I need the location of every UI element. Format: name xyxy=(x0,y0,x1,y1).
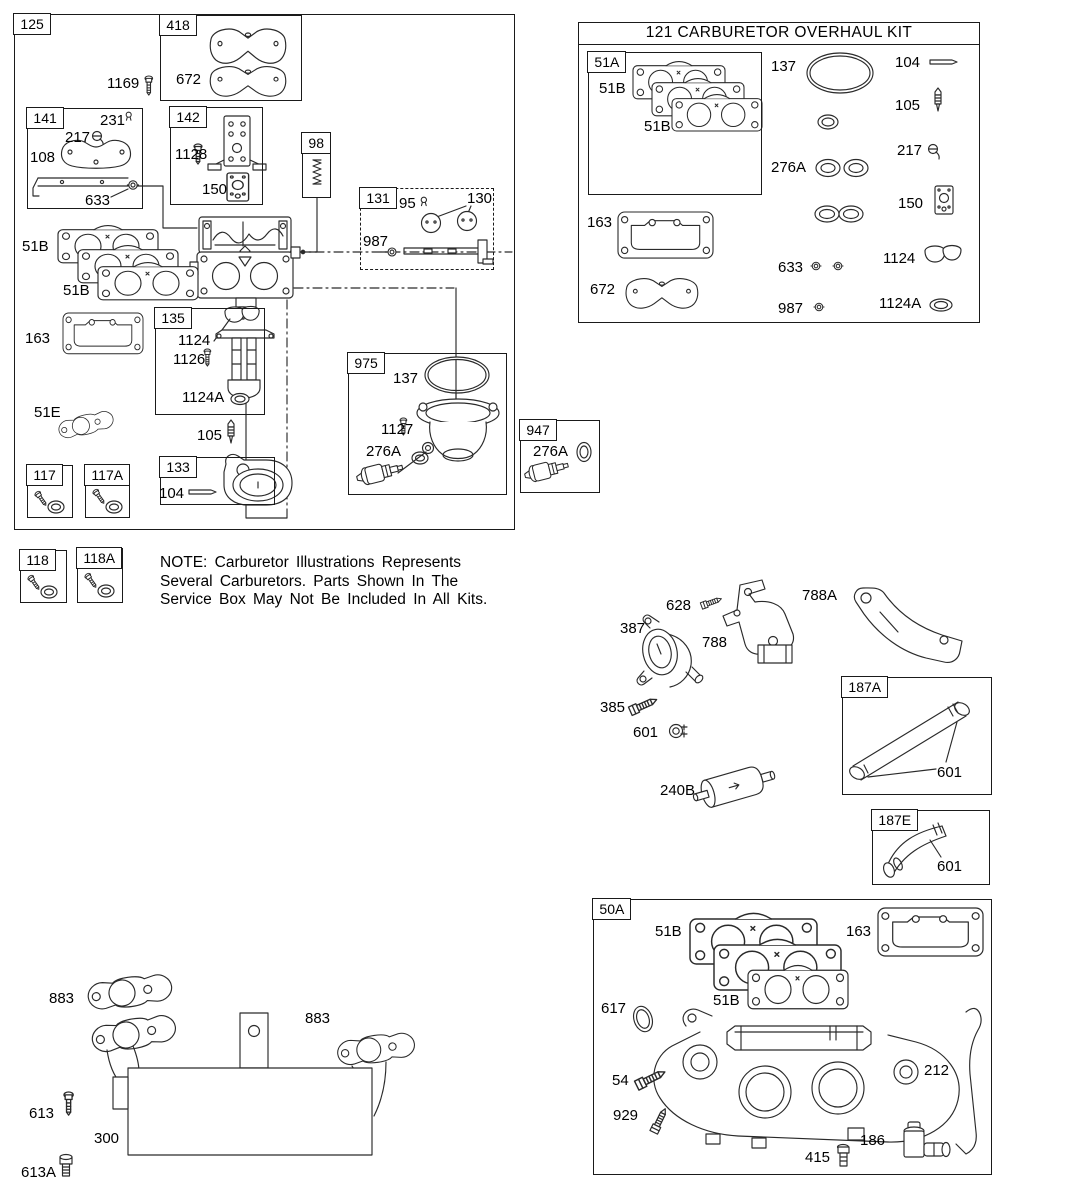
callout-box-118 xyxy=(20,550,67,603)
callout-box-117A xyxy=(85,465,130,518)
callout-box-117 xyxy=(27,465,73,518)
part-label-130: 130 xyxy=(467,190,493,207)
part-label-51B: 51B xyxy=(63,282,90,299)
part-label-1127: 1127 xyxy=(381,421,414,438)
part-label-1124A: 1124A xyxy=(182,389,225,406)
callout-box-975 xyxy=(348,353,507,495)
diagram-note xyxy=(160,554,506,610)
part-label-987: 987 xyxy=(778,300,804,317)
part-label-1126: 1126 xyxy=(173,351,206,368)
part-label-387: 387 xyxy=(620,620,646,637)
part-label-628: 628 xyxy=(666,597,692,614)
part-label-217: 217 xyxy=(897,142,923,159)
note-line: NOTE: Carburetor Illustrations Represents xyxy=(160,554,462,571)
part-label-163: 163 xyxy=(587,214,613,231)
part-label-415: 415 xyxy=(805,1149,831,1166)
screw-628-icon xyxy=(700,596,722,610)
part-label-929: 929 xyxy=(613,1107,639,1124)
part-label-163: 163 xyxy=(846,923,872,940)
part-label-51B: 51B xyxy=(713,992,740,1009)
part-label-51B: 51B xyxy=(655,923,682,940)
part-label-601: 601 xyxy=(937,858,963,875)
primer-387-icon xyxy=(637,615,704,687)
part-label-613A: 613A xyxy=(21,1164,57,1181)
part-label-104: 104 xyxy=(895,54,921,71)
note-line: Several Carburetors. Parts Shown In The xyxy=(160,572,459,590)
part-label-1169: 1169 xyxy=(107,75,140,92)
callout-box-98 xyxy=(302,133,331,198)
callout-box-label: 98 xyxy=(301,132,331,154)
part-label-212: 212 xyxy=(924,1062,950,1079)
screw-385-icon xyxy=(628,695,658,715)
part-label-788: 788 xyxy=(702,634,728,651)
callout-box-label: 947 xyxy=(519,419,556,441)
bolt-613a-icon xyxy=(60,1155,72,1177)
part-label-1124: 1124 xyxy=(178,332,211,349)
callout-box-label: 975 xyxy=(347,352,384,374)
part-label-240B: 240B xyxy=(660,782,696,799)
callout-box-label: 187A xyxy=(841,676,888,698)
callout-box-label: 131 xyxy=(359,187,396,209)
bracket-788-icon xyxy=(723,580,794,663)
overhaul-kit-title: 121 CARBURETOR OVERHAUL KIT xyxy=(579,23,979,45)
part-label-601: 601 xyxy=(937,764,963,781)
callout-box-label: 50A xyxy=(592,898,631,920)
callout-box-label: 135 xyxy=(154,307,191,329)
callout-box-label: 187E xyxy=(871,809,918,831)
part-label-613: 613 xyxy=(29,1105,55,1122)
part-label-51E: 51E xyxy=(34,404,61,421)
part-label-231: 231 xyxy=(100,112,126,129)
callout-box-187E xyxy=(872,810,990,885)
part-label-276A: 276A xyxy=(771,159,807,176)
part-label-617: 617 xyxy=(601,1000,627,1017)
part-label-883: 883 xyxy=(305,1010,331,1027)
part-label-108: 108 xyxy=(30,149,56,166)
callout-box-label: 418 xyxy=(159,14,196,36)
part-label-51B: 51B xyxy=(22,238,49,255)
bracket-788a-icon xyxy=(854,588,962,663)
fuel-filter-240b-icon xyxy=(690,761,778,811)
part-label-1128: 1128 xyxy=(175,146,208,163)
part-label-788A: 788A xyxy=(802,587,838,604)
callout-box-label: 141 xyxy=(26,107,63,129)
part-label-276A: 276A xyxy=(366,443,402,460)
part-label-1124A: 1124A xyxy=(879,295,922,312)
part-label-51B: 51B xyxy=(644,118,671,135)
callout-box-118A xyxy=(77,548,123,603)
part-label-105: 105 xyxy=(895,97,921,114)
callout-box-51A xyxy=(588,52,762,195)
callout-box-label: 125 xyxy=(13,13,50,35)
part-label-137: 137 xyxy=(771,58,797,75)
part-label-150: 150 xyxy=(202,181,228,198)
part-label-150: 150 xyxy=(898,195,924,212)
hose-clamp-601-icon xyxy=(670,725,688,738)
callout-box-label: 118A xyxy=(76,547,122,569)
callout-box-187A xyxy=(842,677,992,795)
part-label-163: 163 xyxy=(25,330,51,347)
part-label-217: 217 xyxy=(65,129,91,146)
part-label-672: 672 xyxy=(176,71,202,88)
part-label-104: 104 xyxy=(159,485,185,502)
part-label-54: 54 xyxy=(612,1072,629,1089)
part-label-300: 300 xyxy=(94,1130,120,1147)
part-label-672: 672 xyxy=(590,281,616,298)
callout-box-418 xyxy=(160,15,302,101)
part-label-105: 105 xyxy=(197,427,223,444)
part-label-987: 987 xyxy=(363,233,389,250)
part-label-276A: 276A xyxy=(533,443,569,460)
part-label-51B: 51B xyxy=(599,80,626,97)
part-label-601: 601 xyxy=(633,724,659,741)
callout-box-label: 133 xyxy=(159,456,196,478)
callout-box-label: 142 xyxy=(169,106,206,128)
callout-box-label: 118 xyxy=(19,549,55,571)
part-label-186: 186 xyxy=(860,1132,886,1149)
part-label-883: 883 xyxy=(49,990,75,1007)
callout-box-50A xyxy=(593,899,992,1175)
part-label-137: 137 xyxy=(393,370,419,387)
callout-box-label: 117A xyxy=(84,464,130,486)
callout-box-label: 51A xyxy=(587,51,626,73)
part-label-633: 633 xyxy=(85,192,111,209)
part-label-95: 95 xyxy=(399,195,416,212)
callout-box-label: 117 xyxy=(26,464,62,486)
part-label-385: 385 xyxy=(600,699,626,716)
note-line: Service Box May Not Be Included In All Kits. xyxy=(160,591,488,608)
part-label-633: 633 xyxy=(778,259,804,276)
part-label-1124: 1124 xyxy=(883,250,916,267)
